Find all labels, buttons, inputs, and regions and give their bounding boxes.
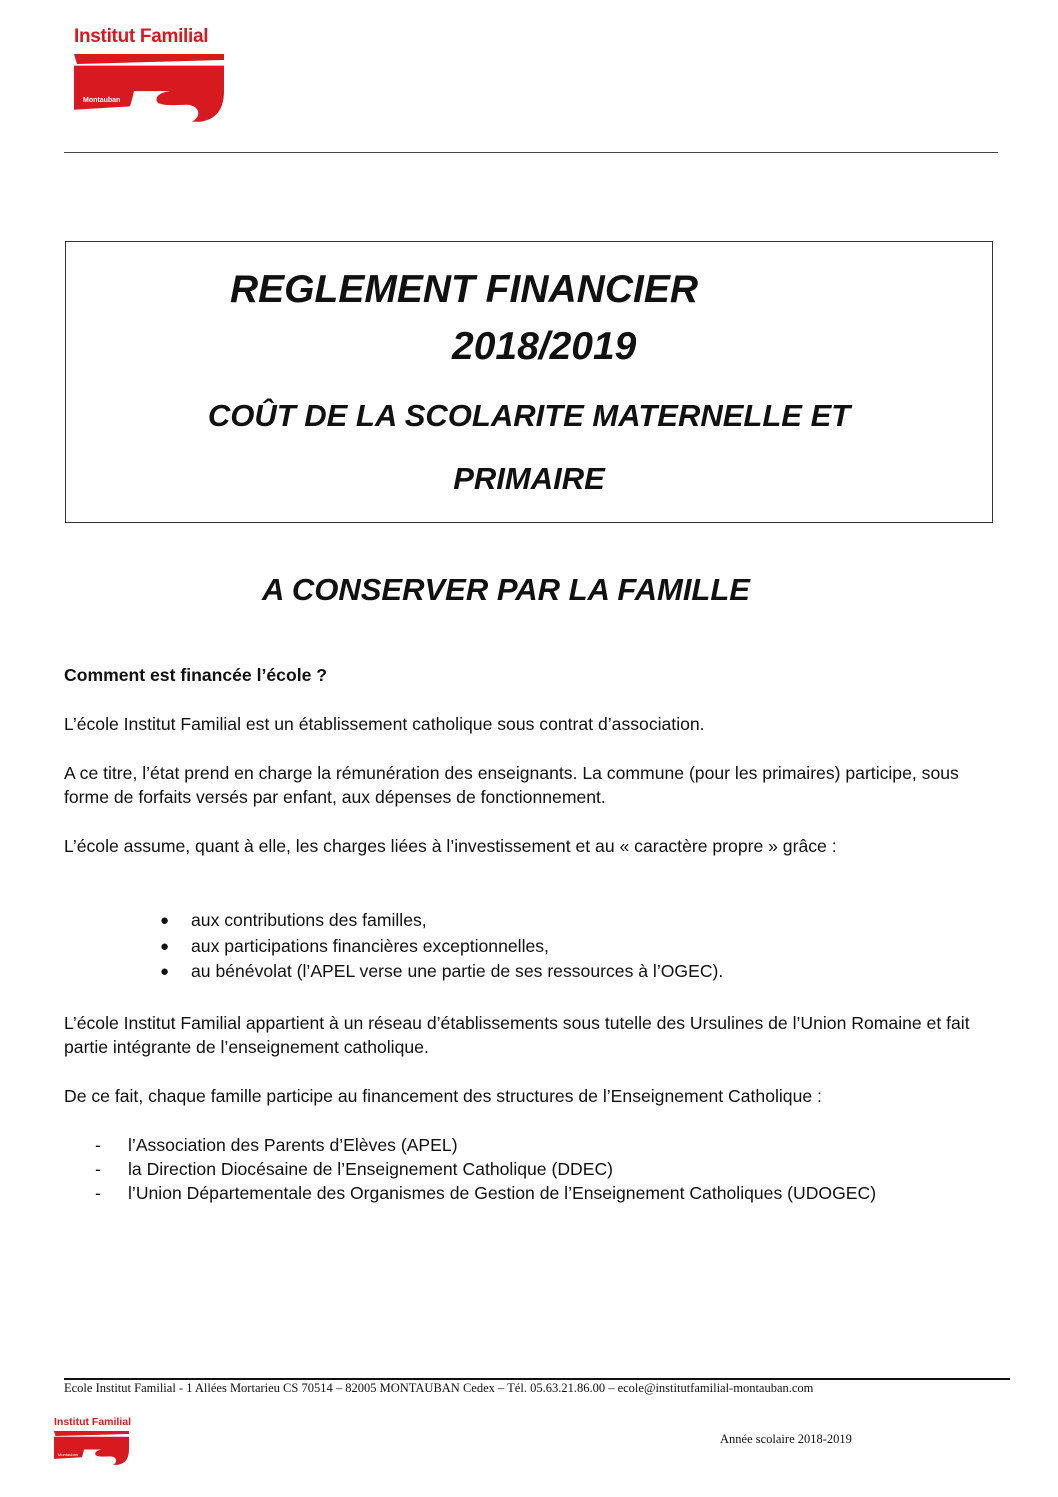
list-item: ● aux contributions des familles, bbox=[160, 908, 723, 934]
paragraph-5: De ce fait, chaque famille participe au financement des structures de l’Enseignement Catholique : bbox=[64, 1086, 822, 1106]
paragraph-3: L’école assume, quant à elle, les charges liées à l’investissement et au « caractère propre » grâce : bbox=[64, 836, 837, 856]
footer-logo-mark-icon bbox=[54, 1430, 134, 1466]
title-line-1: REGLEMENT FINANCIER bbox=[230, 268, 698, 311]
paragraph-4: L’école Institut Familial appartient à un réseau d’établissements sous tutelle des Ursulines de l’Union Romaine et fait partie intégrante de l’enseignement catholique. bbox=[64, 1013, 970, 1057]
bullet-list bbox=[160, 908, 723, 985]
dash-icon: - bbox=[95, 1159, 101, 1179]
school-logo bbox=[74, 26, 234, 124]
list-item: - la Direction Diocésaine de l’Enseignement Catholique (DDEC) bbox=[95, 1159, 614, 1179]
footer-rule bbox=[64, 1378, 1010, 1380]
dash-icon: - bbox=[95, 1135, 101, 1155]
logo-name: Institut Familial bbox=[74, 26, 209, 47]
header-rule bbox=[64, 152, 998, 153]
logo-mark-icon bbox=[74, 52, 234, 124]
footer-logo bbox=[54, 1416, 134, 1466]
dash-list bbox=[95, 1133, 995, 1205]
dash-icon: - bbox=[95, 1183, 101, 1203]
keep-notice: A CONSERVER PAR LA FAMILLE bbox=[262, 572, 750, 607]
list-item: - l’Union Départementale des Organismes de Gestion de l’Enseignement Catholiques (UDOGEC) bbox=[95, 1183, 877, 1203]
footer-logo-name: Institut Familial bbox=[54, 1416, 132, 1428]
footer-address: Ecole Institut Familial - 1 Allées Mortarieu CS 70514 – 82005 MONTAUBAN Cedex – Tél. 05.63.21.86.00 – ecole@institutfamilial-montauban.com bbox=[64, 1381, 814, 1395]
title-line-2: 2018/2019 bbox=[452, 325, 637, 368]
bullet-icon: ● bbox=[160, 963, 170, 980]
school-year-note: Année scolaire 2018-2019 bbox=[720, 1432, 852, 1446]
paragraph-2: A ce titre, l’état prend en charge la rémunération des enseignants. La commune (pour les primaires) participe, sous forme de forfaits versés par enfant, aux dépenses de fonctionnement. bbox=[64, 763, 959, 807]
list-item: ● aux participations financières exceptionnelles, bbox=[160, 934, 723, 960]
bullet-icon: ● bbox=[160, 912, 170, 929]
list-item: - l’Association des Parents d’Elèves (APEL) bbox=[95, 1135, 458, 1155]
paragraph-1: L’école Institut Familial est un établissement catholique sous contrat d’association. bbox=[64, 714, 705, 734]
list-item: ● au bénévolat (l’APEL verse une partie de ses ressources à l’OGEC). bbox=[160, 959, 723, 985]
title-line-4: PRIMAIRE bbox=[453, 461, 605, 496]
title-line-3: COÛT DE LA SCOLARITE MATERNELLE ET bbox=[207, 398, 851, 433]
footer-logo-city: Montauban bbox=[58, 1452, 79, 1457]
section-question: Comment est financée l’école ? bbox=[64, 665, 328, 685]
bullet-icon: ● bbox=[160, 937, 170, 955]
logo-city: Montauban bbox=[83, 97, 121, 104]
